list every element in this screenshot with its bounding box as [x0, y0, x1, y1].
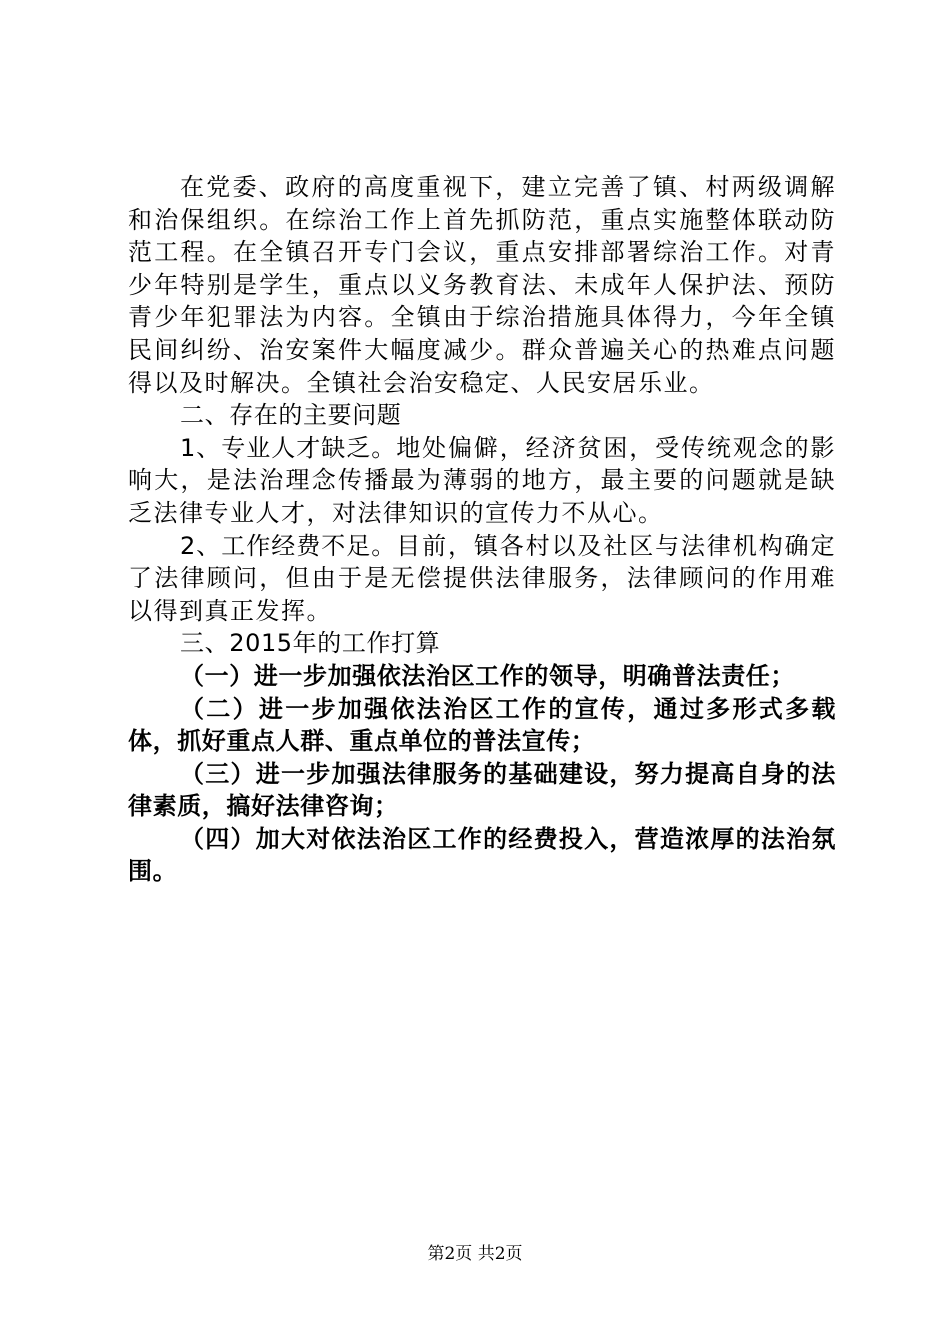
paragraph-problem-1 [128, 432, 836, 530]
plan-item-4: （四）加大对依法治区工作的经费投入，营造浓厚的法治氛围。 [128, 824, 836, 886]
plan-item-3: （三）进一步加强法律服务的基础建设，努力提高自身的法律素质，搞好法律咨询； [128, 759, 836, 821]
paragraph-intro: 在党委、政府的高度重视下，建立完善了镇、村两级调解和治保组织。在综治工作上首先抓防范，重点实施整体联动防范工程。在全镇召开专门会议，重点安排部署综治工作。对青少年特别是学生，重点以义务教育法、未成年人保护法、预防青少年犯罪法为内容。全镇由于综治措施具体得力，今年全镇民间纠纷、治安案件大幅度减少。群众普遍关心的热难点问题得以及时解决。全镇社会治安稳定、人民安居乐业。 [128, 173, 836, 397]
plan-item-2: （二）进一步加强依法治区工作的宣传，通过多形式多载体，抓好重点人群、重点单位的普法宣传； [128, 694, 836, 756]
problem-1-text: 地处偏僻，经济贫困，受传统观念的影响大，是法治理念传播最为薄弱的地方，最主要的问题就是缺乏法律专业人才，对法律知识的宣传力不从心。 [128, 433, 837, 527]
paragraph-problem-2 [128, 530, 836, 628]
document-body [128, 171, 836, 888]
problem-1-title: 1、专业人才缺乏。 [180, 433, 397, 462]
problem-2-text: 目前，镇各村以及社区与法律机构确定了法律顾问，但由于是无偿提供法律服务，法律顾问的作用难以得到真正发挥。 [128, 531, 837, 625]
section-heading-problems: 二、存在的主要问题 [180, 401, 402, 430]
section-heading-plans: 三、2015年的工作打算 [180, 629, 441, 658]
plan-item-1: （一）进一步加强依法治区工作的领导，明确普法责任； [180, 661, 795, 690]
problem-2-title: 2、工作经费不足。 [180, 531, 397, 560]
page-footer: 第2页 共2页 [427, 1244, 523, 1264]
